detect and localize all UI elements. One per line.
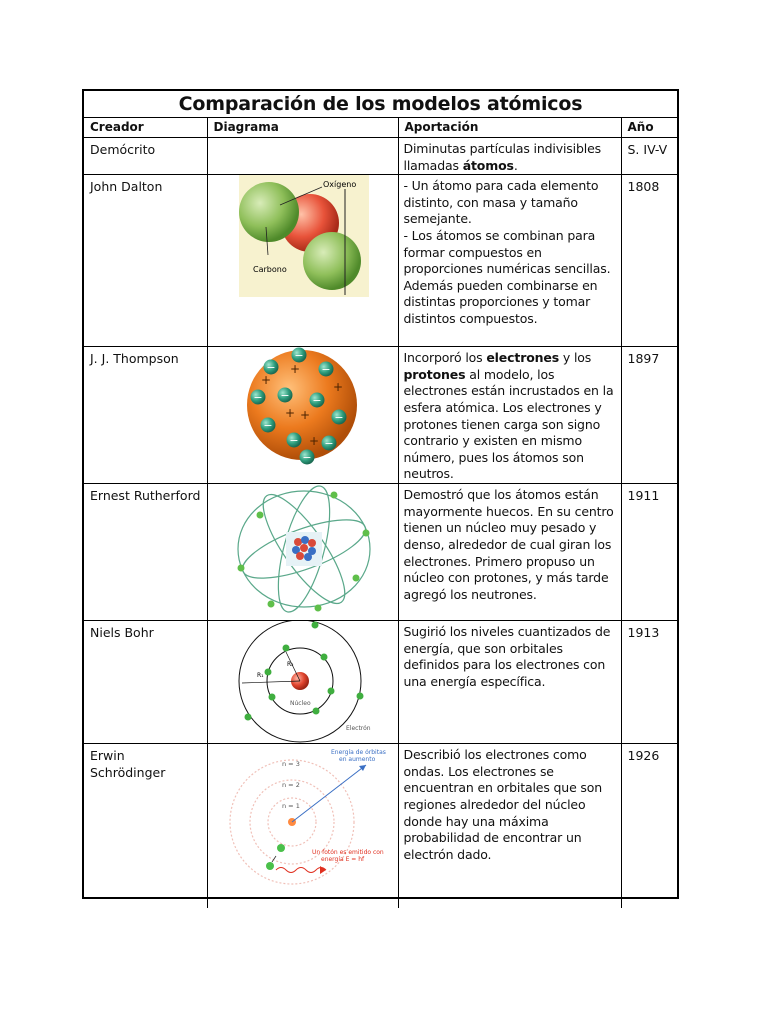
svg-text:−: − <box>262 419 273 433</box>
contribution-text-end: . <box>513 157 518 173</box>
svg-text:−: − <box>323 437 334 451</box>
table-row-dalton <box>84 175 677 347</box>
transition-line <box>272 856 276 862</box>
creator-cell: Demócrito <box>84 138 207 175</box>
svg-text:+: + <box>289 362 300 377</box>
photon-label-line2: energía E = hf <box>320 856 364 864</box>
page-title: Comparación de los modelos atómicos <box>84 91 677 118</box>
level-n2: n = 2 <box>281 781 300 790</box>
creator-cell: Ernest Rutherford <box>84 484 207 621</box>
positive-sphere <box>247 350 357 460</box>
year-cell: 1808 <box>621 175 677 347</box>
photon-label-line1: Un fotón es emitido con <box>311 849 384 857</box>
contribution-cell: Describió los electrones como ondas. Los electrones se encuentran en orbitales que son regiones alrededor del núcleo donde hay una máxima probabilidad de encontrar un electrón dado. <box>398 744 621 908</box>
contribution-point-2: - Los átomos se combinan para formar compuestos en proporciones numéricas sencillas. Además pueden combinarse en distintas proporciones y tomar distintos compuestos. <box>403 227 611 326</box>
creator-cell: Niels Bohr <box>84 621 207 744</box>
creator-cell: Erwin Schrödinger <box>84 744 207 908</box>
diagram-cell-rutherford <box>207 484 398 621</box>
contribution-text: al modelo, los electrones están incrustados en la esfera atómica. Los electrones y protones tienen carga son signo contrario y existen en mismo número, pues los átomos son neutros. <box>403 366 614 482</box>
contribution-point-1: - Un átomo para cada elemento distinto, con masa y tamaño semejante. <box>403 178 599 227</box>
svg-text:−: − <box>288 434 299 448</box>
header-year: Año <box>621 118 677 138</box>
electron-label: Electrón <box>345 725 371 733</box>
atomic-models-table <box>84 118 677 908</box>
svg-text:−: − <box>252 391 263 405</box>
diagram-cell-bohr <box>207 621 398 744</box>
year-cell: 1911 <box>621 484 677 621</box>
contribution-bold-electrons: electrones <box>486 350 560 366</box>
svg-text:−: − <box>265 361 276 375</box>
contribution-cell: Sugirió los niveles cuantizados de energía, que son orbitales definidos para los electrones con una energía específica. <box>398 621 621 744</box>
contribution-cell: Demostró que los átomos están mayormente huecos. En su centro tienen un núcleo muy pesado y denso, alrededor de cual giran los electrones. Primero propuso un núcleo con protones, y más tarde agregó los neutrones. <box>398 484 621 621</box>
svg-text:−: − <box>311 394 322 408</box>
contribution-text: Diminutas partículas indivisibles llamadas <box>403 141 601 173</box>
dalton-molecule-diagram <box>208 175 399 346</box>
diagram-cell-schrodinger <box>207 744 398 908</box>
bohr-model-diagram <box>208 621 399 743</box>
energy-label-line1: Energía de órbitas <box>330 749 386 757</box>
diagram-cell-thomson <box>207 347 398 484</box>
table-row-bohr <box>84 621 677 744</box>
svg-text:−: − <box>320 363 331 377</box>
contribution-text: y los <box>559 350 592 366</box>
svg-text:+: + <box>332 380 343 395</box>
svg-text:+: + <box>284 406 295 421</box>
header-creator: Creador <box>84 118 207 138</box>
contribution-text: Incorporó los <box>403 350 487 366</box>
header-contribution: Aportación <box>398 118 621 138</box>
year-cell: S. IV-V <box>621 138 677 175</box>
thomson-plum-pudding-diagram <box>208 347 399 483</box>
electron-ground <box>266 862 274 870</box>
year-cell: 1926 <box>621 744 677 908</box>
contribution-bold-protons: protones <box>403 366 466 382</box>
header-diagram: Diagrama <box>207 118 398 138</box>
contribution-bold: átomos <box>462 157 514 173</box>
diagram-cell-dalton <box>207 175 398 347</box>
energy-arrow <box>292 765 366 822</box>
carbon-atom-left <box>239 182 299 242</box>
contribution-cell <box>398 347 621 484</box>
oxygen-label: Oxígeno <box>322 180 356 190</box>
table-row-schrodinger <box>84 744 677 908</box>
photon-arrowhead <box>320 866 326 874</box>
svg-text:+: + <box>260 373 271 388</box>
year-cell: 1897 <box>621 347 677 484</box>
table-row-democritus <box>84 138 677 175</box>
nucleus-label: Núcleo <box>289 700 311 708</box>
svg-text:+: + <box>299 408 310 423</box>
table-row-rutherford <box>84 484 677 621</box>
comparison-sheet <box>82 89 679 899</box>
table-row-thomson <box>84 347 677 484</box>
svg-text:−: − <box>279 389 290 403</box>
rutherford-orbit-diagram <box>208 484 399 620</box>
creator-cell: J. J. Thompson <box>84 347 207 484</box>
photon-wave <box>276 868 326 873</box>
energy-label-line2: en aumento <box>338 756 375 764</box>
svg-text:−: − <box>301 451 312 465</box>
diagram-cell-empty <box>207 138 398 175</box>
svg-text:+: + <box>308 434 319 449</box>
svg-text:−: − <box>333 411 344 425</box>
carbon-atom-right <box>303 232 361 290</box>
year-cell: 1913 <box>621 621 677 744</box>
svg-text:−: − <box>293 349 304 363</box>
r1-label: R₁ <box>256 672 264 680</box>
level-n1: n = 1 <box>281 802 300 811</box>
carbon-label: Carbono <box>252 265 287 275</box>
electron-excited <box>277 844 285 852</box>
contribution-cell <box>398 138 621 175</box>
header-row <box>84 118 677 138</box>
schrodinger-orbital-diagram <box>208 744 399 904</box>
r2-label: R₂ <box>286 661 294 669</box>
contribution-cell <box>398 175 621 347</box>
level-n3: n = 3 <box>281 760 300 769</box>
creator-cell: John Dalton <box>84 175 207 347</box>
